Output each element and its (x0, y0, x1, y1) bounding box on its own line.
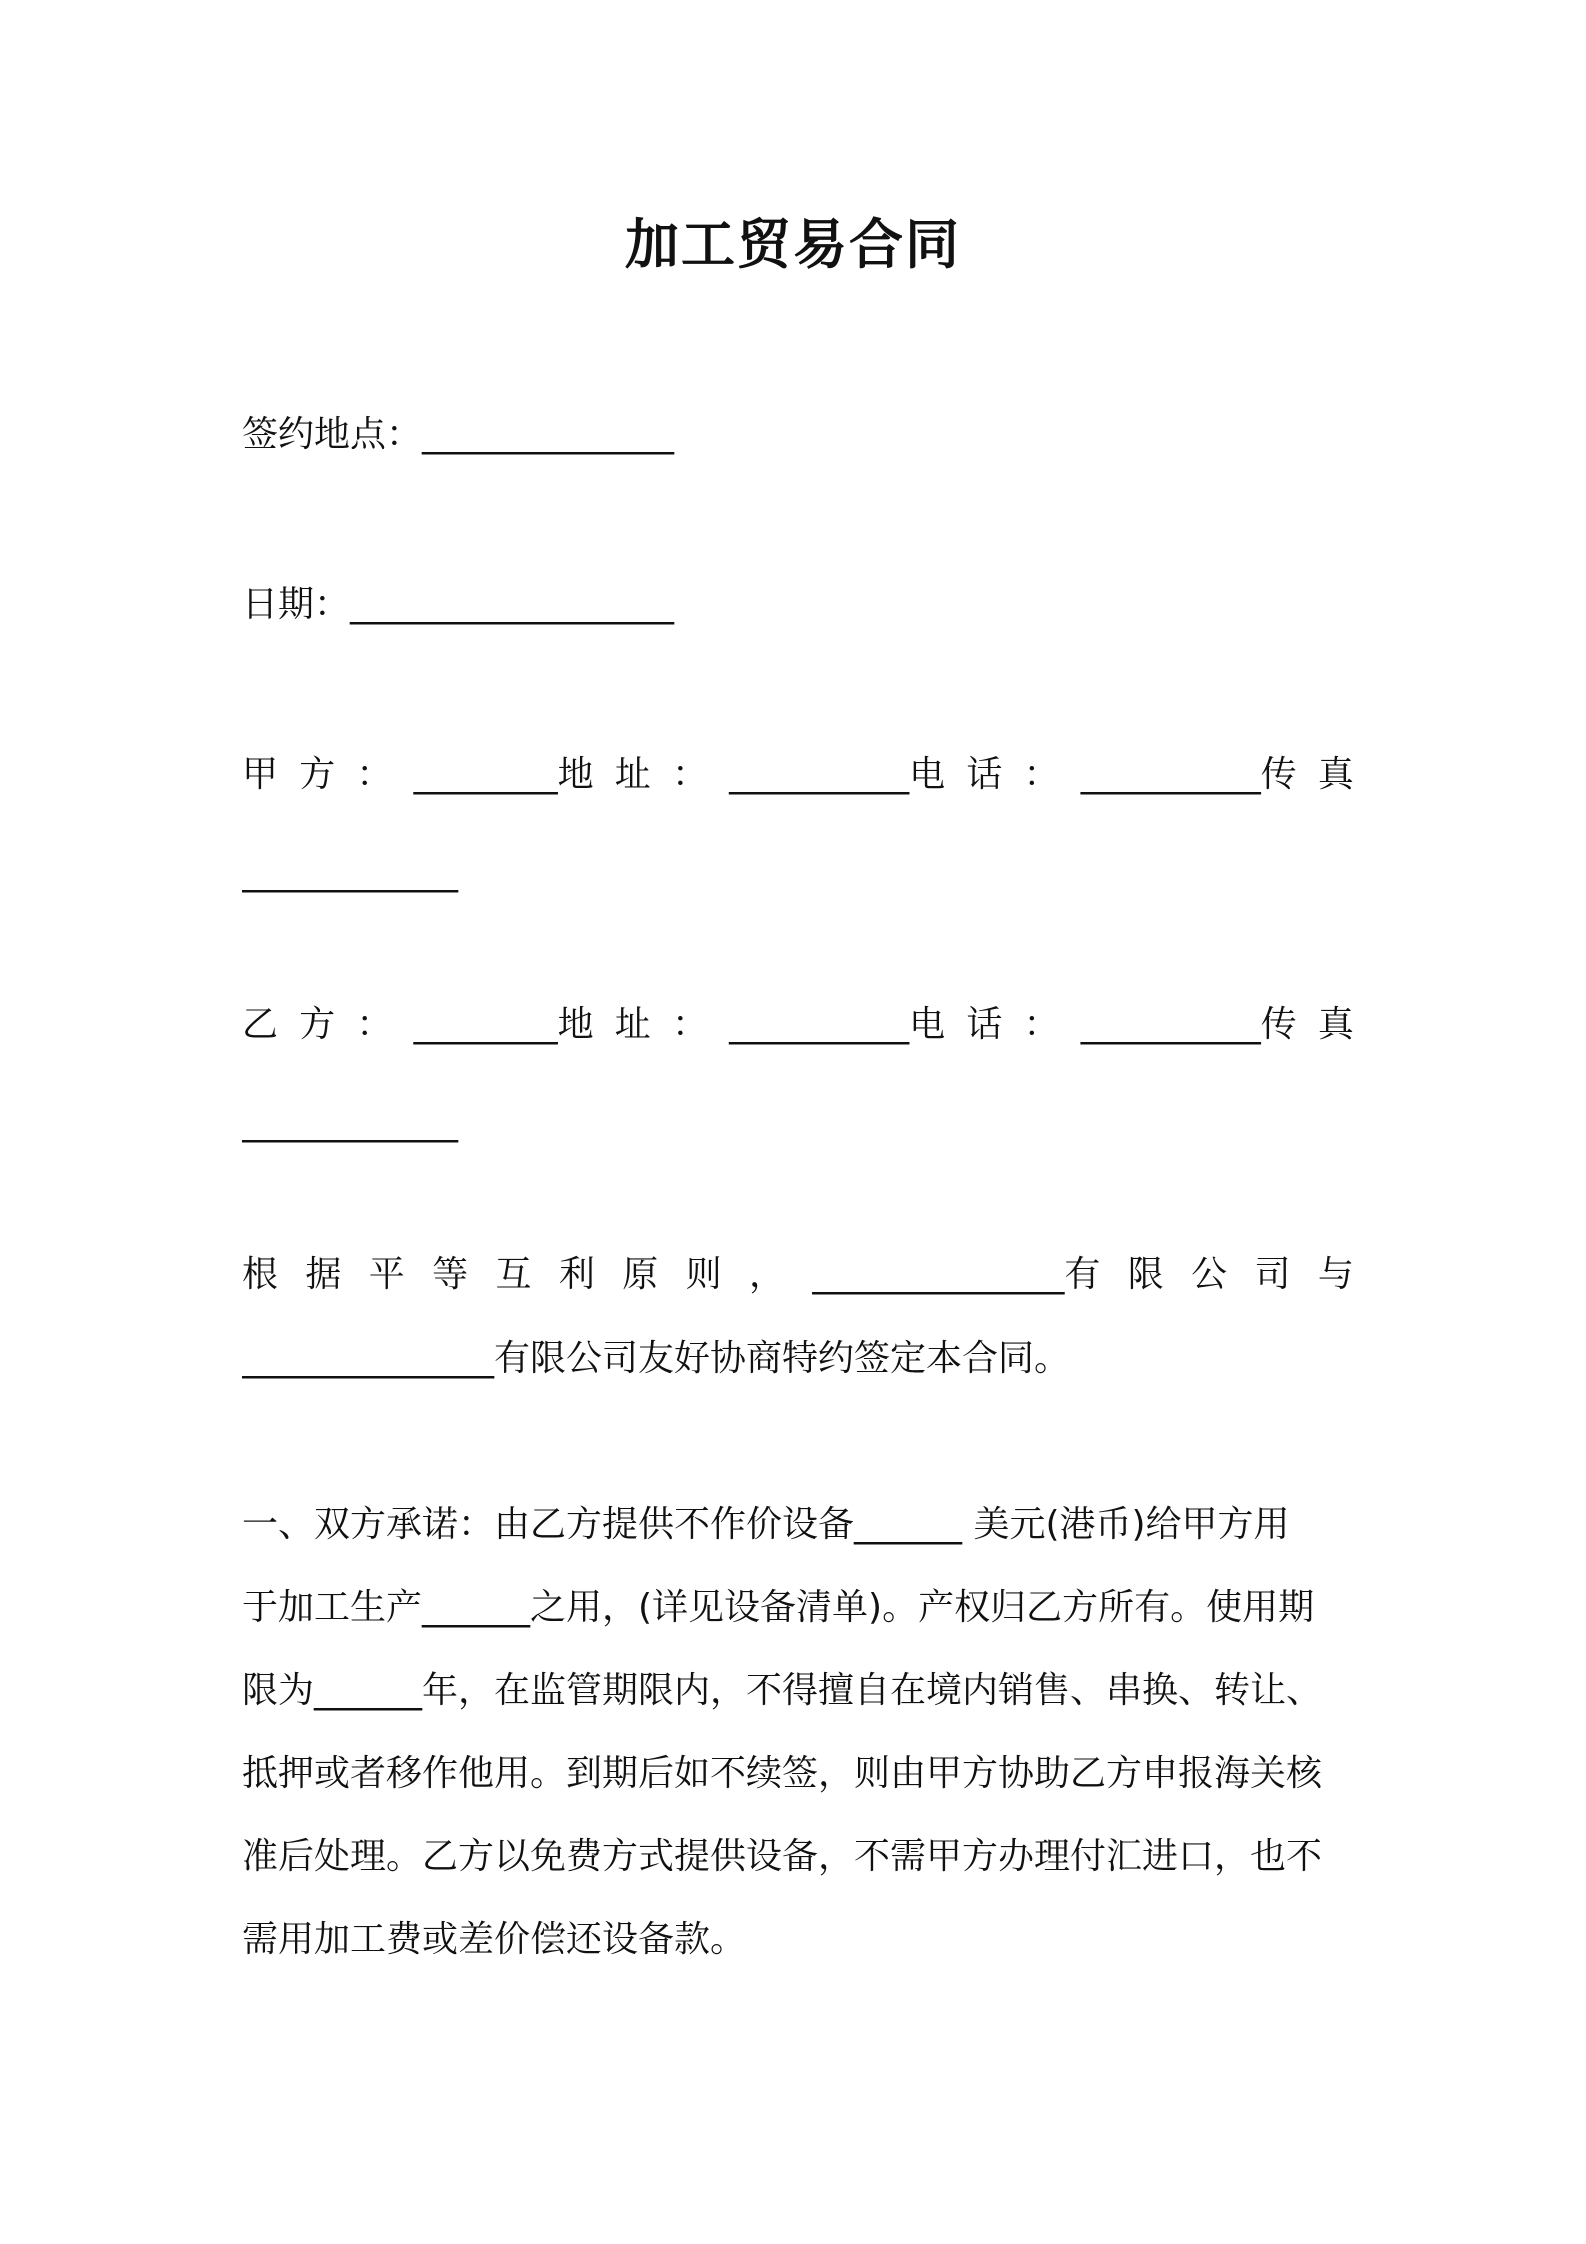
party-b-char: __________传 (1080, 1004, 1297, 1045)
preamble-char: ， (749, 1254, 786, 1295)
document-title: 加工贸易合同 (625, 213, 961, 276)
clause1-line-2: 于加工生产______之用，(详见设备清单)。产权归乙方所有。使用期 (242, 1587, 1315, 1628)
preamble-line-2: ______________有限公司友好协商特约签定本合同。 (242, 1338, 1071, 1379)
clause1-line-5: 准后处理。乙方以免费方式提供设备，不需甲方办理付汇进口，也不 (242, 1836, 1323, 1877)
party-b-line (242, 998, 1354, 1052)
party-b-char: 乙 (242, 1004, 279, 1045)
preamble-line-1 (242, 1248, 1354, 1302)
party-a-char: __________电 (729, 754, 946, 795)
preamble-char: 原 (622, 1254, 659, 1295)
preamble-char: ______________有 (812, 1254, 1101, 1295)
preamble-char: 根 (242, 1254, 279, 1295)
clause1-line-4: 抵押或者移作他用。到期后如不续签，则由甲方协助乙方申报海关核 (242, 1753, 1323, 1794)
party-b-char: ________地 (413, 1004, 594, 1045)
party-a-char: ： (356, 754, 393, 795)
party-b-char: ： (356, 1004, 393, 1045)
date-line: 日期：__________________ (242, 584, 675, 625)
clause1-line-3: 限为______年，在监管期限内，不得擅自在境内销售、串换、转让、 (242, 1670, 1323, 1711)
party-b-char: ： (671, 1004, 708, 1045)
party-a-char: __________传 (1080, 754, 1297, 795)
party-a-char: 话 (966, 754, 1003, 795)
preamble-char: 据 (305, 1254, 342, 1295)
clause1-line-6: 需用加工费或差价偿还设备款。 (242, 1919, 747, 1960)
party-b-char: 话 (966, 1004, 1003, 1045)
preamble-char: 等 (432, 1254, 469, 1295)
party-b-char: 址 (614, 1004, 651, 1045)
preamble-char: 则 (685, 1254, 722, 1295)
party-a-line (242, 748, 1354, 802)
clause1-line-1: 一、双方承诺：由乙方提供不作价设备______ 美元(港币)给甲方用 (242, 1504, 1290, 1545)
party-a-fax-blank: ____________ (242, 852, 458, 893)
party-a-char: ： (1023, 754, 1060, 795)
party-a-char: ________地 (413, 754, 594, 795)
signing-place-line: 签约地点：______________ (242, 414, 675, 455)
party-b-char: 真 (1317, 1004, 1354, 1045)
preamble-char: 与 (1317, 1254, 1354, 1295)
preamble-char: 限 (1127, 1254, 1164, 1295)
preamble-char: 互 (495, 1254, 532, 1295)
party-a-char: 真 (1317, 754, 1354, 795)
preamble-char: 利 (558, 1254, 595, 1295)
party-b-char: 方 (299, 1004, 336, 1045)
party-b-char: __________电 (729, 1004, 946, 1045)
party-a-char: 方 (299, 754, 336, 795)
party-b-fax-blank: ____________ (242, 1102, 458, 1143)
preamble-char: 公 (1191, 1254, 1228, 1295)
preamble-char: 司 (1254, 1254, 1291, 1295)
party-b-char: ： (1023, 1004, 1060, 1045)
party-a-char: 址 (614, 754, 651, 795)
preamble-char: 平 (368, 1254, 405, 1295)
party-a-char: 甲 (242, 754, 279, 795)
party-a-char: ： (671, 754, 708, 795)
